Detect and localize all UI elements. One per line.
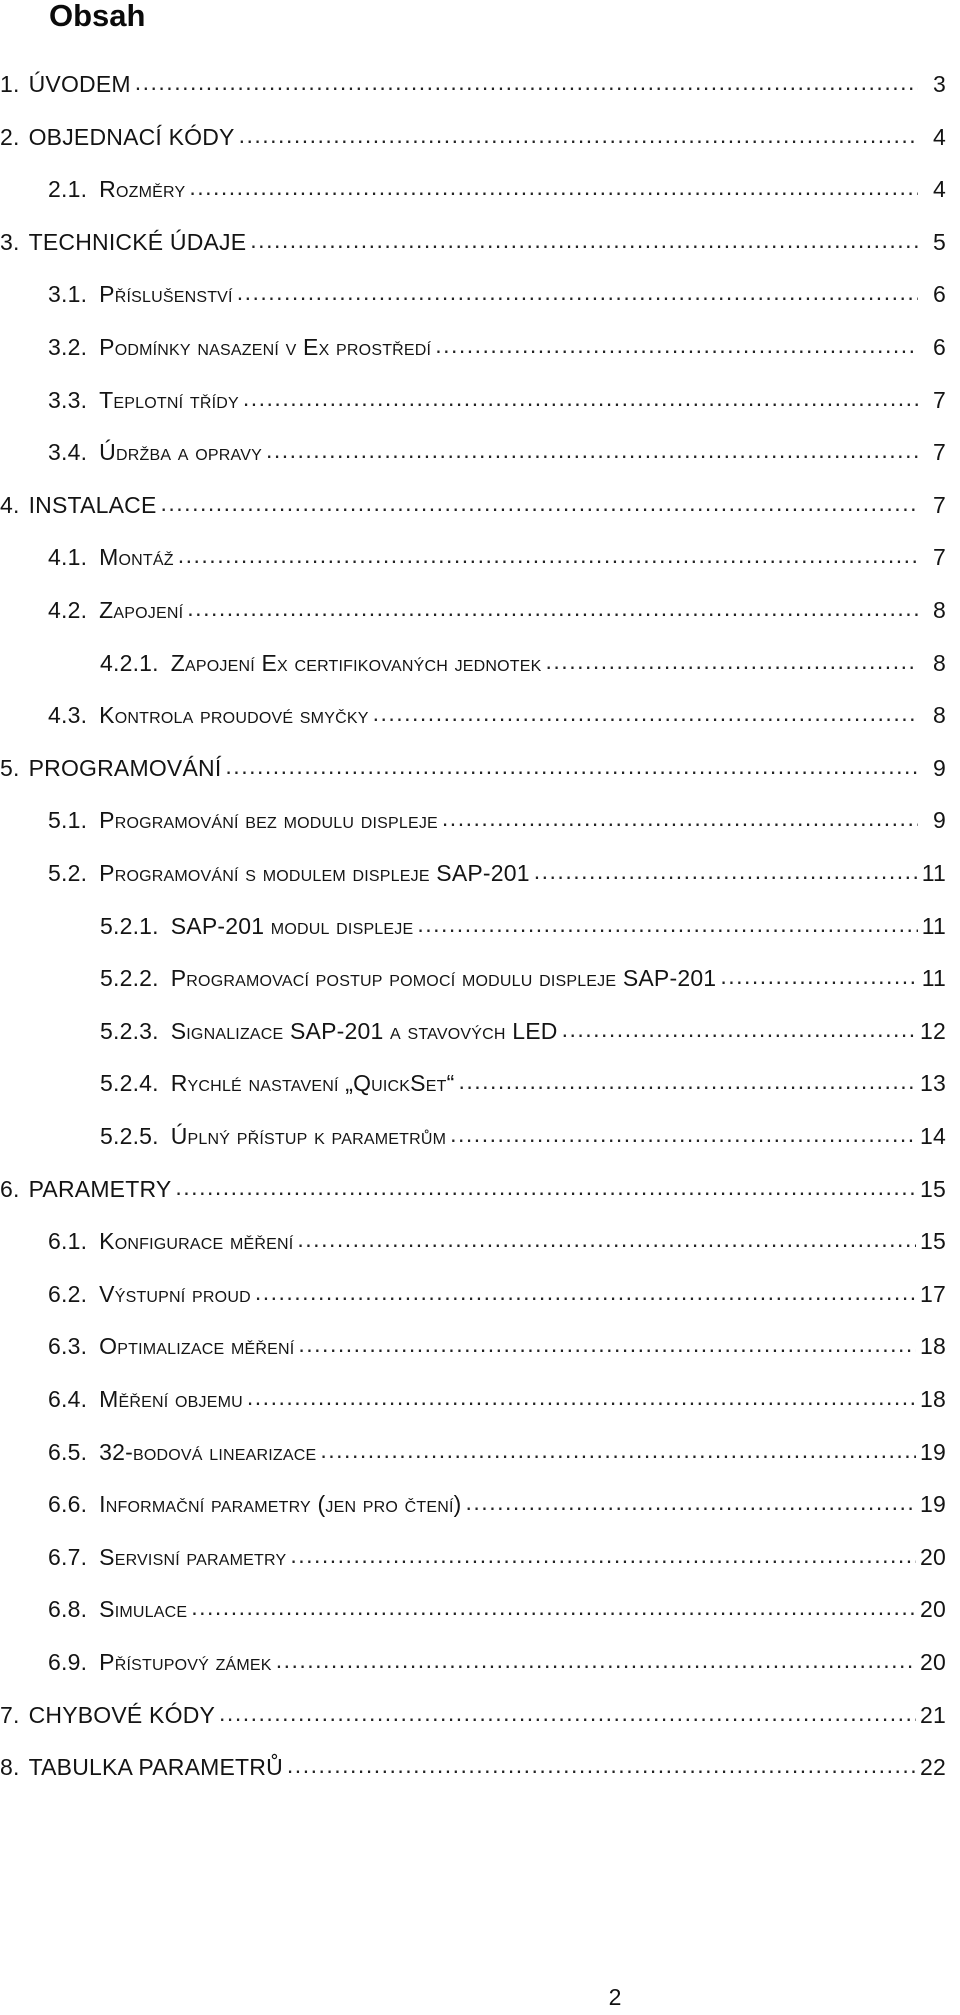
toc-entry-label: Programování bez modulu displeje bbox=[99, 807, 438, 833]
toc-entry-number: 5.2.5. bbox=[100, 1123, 159, 1149]
dot-leader bbox=[450, 1118, 916, 1150]
toc-entry-label: TABULKA PARAMETRŮ bbox=[28, 1754, 283, 1780]
toc-entry-label: Programovací postup pomocí modulu displeje SAP-201 bbox=[170, 965, 717, 991]
toc-entry-6-9[interactable] bbox=[48, 1646, 946, 1678]
dot-leader bbox=[178, 539, 918, 571]
toc-entry-page: 15 bbox=[920, 1176, 946, 1202]
toc-entry-number: 7. bbox=[0, 1702, 20, 1728]
toc-entry-number: 6. bbox=[0, 1176, 20, 1202]
toc-entry-number: 2. bbox=[0, 124, 20, 150]
toc-entry-label: Montáž bbox=[99, 544, 174, 570]
toc-entry-label: Teplotní třídy bbox=[99, 387, 239, 413]
toc-entry-label: Rozměry bbox=[99, 176, 186, 202]
toc-entry-page: 4 bbox=[933, 124, 946, 150]
dot-leader bbox=[287, 1749, 916, 1781]
toc-entry-page: 8 bbox=[933, 650, 946, 676]
toc-entry-number: 3.1. bbox=[48, 281, 88, 307]
toc-entry-label: Programování s modulem displeje SAP-201 bbox=[99, 860, 530, 886]
toc-entry-6-2[interactable] bbox=[48, 1278, 946, 1310]
toc-entry-number: 6.3. bbox=[48, 1333, 88, 1359]
toc-entry-page: 7 bbox=[933, 387, 946, 413]
toc-entry-page: 18 bbox=[920, 1333, 946, 1359]
toc-entry-label: Podmínky nasazení v Ex prostředí bbox=[99, 334, 432, 360]
dot-leader bbox=[266, 434, 918, 466]
toc-entry-page: 6 bbox=[933, 334, 946, 360]
toc-entry-number: 6.8. bbox=[48, 1596, 88, 1622]
toc-entry-number: 5.2.3. bbox=[100, 1018, 159, 1044]
toc-entry-page: 11 bbox=[921, 913, 946, 939]
toc-entry-page: 20 bbox=[920, 1596, 946, 1622]
toc-entry-label: Přístupový zámek bbox=[99, 1649, 272, 1675]
toc-entry-page: 17 bbox=[920, 1281, 946, 1307]
toc-entry-number: 8. bbox=[0, 1754, 20, 1780]
toc-entry-1[interactable] bbox=[0, 68, 946, 100]
toc-entry-page: 18 bbox=[920, 1386, 946, 1412]
toc-entry-page: 12 bbox=[920, 1018, 946, 1044]
page-title: Obsah bbox=[49, 0, 146, 33]
toc-entry-number: 3.3. bbox=[48, 387, 88, 413]
dot-leader bbox=[237, 276, 918, 308]
toc-entry-number: 6.1. bbox=[48, 1228, 88, 1254]
dot-leader bbox=[417, 908, 917, 940]
toc-entry-page: 7 bbox=[933, 544, 946, 570]
toc-entry-5-2-3[interactable] bbox=[100, 1015, 946, 1047]
toc-entry-5-2-5[interactable] bbox=[100, 1120, 946, 1152]
toc-entry-number: 5.1. bbox=[48, 807, 88, 833]
dot-leader bbox=[191, 1591, 916, 1623]
toc-entry-number: 4.2.1. bbox=[100, 650, 159, 676]
toc-entry-page: 9 bbox=[933, 755, 946, 781]
toc-entry-8[interactable] bbox=[0, 1751, 946, 1783]
toc-entry-number: 6.2. bbox=[48, 1281, 88, 1307]
toc-entry-number: 6.6. bbox=[48, 1491, 88, 1517]
toc-entry-number: 6.5. bbox=[48, 1439, 88, 1465]
toc-entry-number: 4.1. bbox=[48, 544, 88, 570]
toc-entry-6-6[interactable] bbox=[48, 1488, 946, 1520]
toc-entry-label: Optimalizace měření bbox=[99, 1333, 295, 1359]
dot-leader bbox=[435, 329, 918, 361]
toc-entry-label: Zapojení Ex certifikovaných jednotek bbox=[170, 650, 542, 676]
toc-entry-number: 3. bbox=[0, 229, 20, 255]
dot-leader bbox=[239, 119, 918, 151]
toc-entry-page: 19 bbox=[920, 1491, 946, 1517]
toc-entry-label: Zapojení bbox=[99, 597, 184, 623]
toc-entry-page: 8 bbox=[933, 702, 946, 728]
toc-entry-label: Úplný přístup k parametrům bbox=[170, 1123, 447, 1149]
dot-leader bbox=[546, 645, 918, 677]
dot-leader bbox=[562, 1013, 916, 1045]
toc-entry-label: Servisní parametry bbox=[99, 1544, 287, 1570]
toc-entry-label: Konfigurace měření bbox=[99, 1228, 294, 1254]
dot-leader bbox=[373, 697, 918, 729]
toc-entry-3-3[interactable] bbox=[48, 384, 946, 416]
toc-entry-label: SAP-201 modul displeje bbox=[170, 913, 414, 939]
toc-entry-3[interactable] bbox=[0, 226, 946, 258]
toc-entry-page: 14 bbox=[920, 1123, 946, 1149]
toc-entry-2[interactable] bbox=[0, 121, 946, 153]
toc-entry-6[interactable] bbox=[0, 1173, 946, 1205]
toc-entry-number: 5.2.1. bbox=[100, 913, 159, 939]
toc-entry-3-4[interactable] bbox=[48, 436, 946, 468]
dot-leader bbox=[175, 1171, 916, 1203]
toc-entry-4[interactable] bbox=[0, 489, 946, 521]
toc-entry-6-4[interactable] bbox=[48, 1383, 946, 1415]
toc-entry-label: 32-bodová linearizace bbox=[99, 1439, 317, 1465]
toc-entry-page: 20 bbox=[920, 1544, 946, 1570]
toc-entry-page: 3 bbox=[933, 71, 946, 97]
dot-leader bbox=[225, 750, 918, 782]
toc-entry-page: 20 bbox=[920, 1649, 946, 1675]
toc-entry-label: Příslušenství bbox=[99, 281, 233, 307]
toc-entry-label: ÚVODEM bbox=[28, 71, 131, 97]
dot-leader bbox=[189, 171, 918, 203]
toc-entry-4-3[interactable] bbox=[48, 699, 946, 731]
toc-entry-number: 1. bbox=[0, 71, 20, 97]
dot-leader bbox=[135, 66, 918, 98]
toc-entry-label: OBJEDNACÍ KÓDY bbox=[28, 124, 235, 150]
toc-entry-number: 3.2. bbox=[48, 334, 88, 360]
toc-entry-page: 11 bbox=[921, 965, 946, 991]
toc-entry-label: INSTALACE bbox=[28, 492, 157, 518]
toc-entry-number: 4.2. bbox=[48, 597, 88, 623]
toc-entry-label: Výstupní proud bbox=[99, 1281, 251, 1307]
toc-entry-label: TECHNICKÉ ÚDAJE bbox=[28, 229, 247, 255]
toc-entry-number: 4.3. bbox=[48, 702, 88, 728]
toc-entry-number: 6.9. bbox=[48, 1649, 88, 1675]
toc-entry-number: 4. bbox=[0, 492, 20, 518]
toc-entry-5-2[interactable] bbox=[48, 857, 946, 889]
toc-entry-number: 6.4. bbox=[48, 1386, 88, 1412]
dot-leader bbox=[161, 487, 918, 519]
toc-entry-page: 6 bbox=[933, 281, 946, 307]
toc-entry-label: Údržba a opravy bbox=[99, 439, 262, 465]
toc-entry-label: PROGRAMOVÁNÍ bbox=[28, 755, 222, 781]
dot-leader bbox=[442, 802, 918, 834]
dot-leader bbox=[290, 1539, 916, 1571]
toc-entry-label: Rychlé nastavení „QuickSet“ bbox=[170, 1070, 455, 1096]
toc-entry-6-3[interactable] bbox=[48, 1330, 946, 1362]
toc-entry-page: 8 bbox=[933, 597, 946, 623]
dot-leader bbox=[219, 1697, 916, 1729]
toc-entry-number: 5.2.2. bbox=[100, 965, 159, 991]
toc-entry-page: 22 bbox=[920, 1754, 946, 1780]
toc-entry-6-5[interactable] bbox=[48, 1436, 946, 1468]
toc-entry-6-7[interactable] bbox=[48, 1541, 946, 1573]
toc-entry-4-2-1[interactable] bbox=[100, 647, 946, 679]
toc-entry-7[interactable] bbox=[0, 1699, 946, 1731]
toc-entry-5-2-1[interactable] bbox=[100, 910, 946, 942]
toc-entry-label: Simulace bbox=[99, 1596, 188, 1622]
toc-entry-4-1[interactable] bbox=[48, 541, 946, 573]
toc-entry-page: 9 bbox=[933, 807, 946, 833]
toc-entry-5-1[interactable] bbox=[48, 804, 946, 836]
dot-leader bbox=[320, 1434, 916, 1466]
dot-leader bbox=[255, 1276, 916, 1308]
toc-entry-4-2[interactable] bbox=[48, 594, 946, 626]
dot-leader bbox=[243, 382, 918, 414]
dot-leader bbox=[720, 960, 917, 992]
dot-leader bbox=[534, 855, 918, 887]
dot-leader bbox=[466, 1486, 916, 1518]
dot-leader bbox=[187, 592, 918, 624]
toc-entry-label: PARAMETRY bbox=[28, 1176, 172, 1202]
toc-entry-page: 7 bbox=[933, 439, 946, 465]
toc-entry-label: CHYBOVÉ KÓDY bbox=[28, 1702, 216, 1728]
dot-leader bbox=[247, 1381, 916, 1413]
dot-leader bbox=[250, 224, 918, 256]
toc-entry-label: Informační parametry (jen pro čtení) bbox=[99, 1491, 462, 1517]
toc-entry-page: 15 bbox=[920, 1228, 946, 1254]
toc-entry-3-2[interactable] bbox=[48, 331, 946, 363]
toc-entry-3-1[interactable] bbox=[48, 278, 946, 310]
toc-entry-page: 4 bbox=[933, 176, 946, 202]
page-number: 2 bbox=[608, 1984, 622, 2010]
toc-entry-page: 13 bbox=[920, 1070, 946, 1096]
toc-entry-number: 5.2.4. bbox=[100, 1070, 159, 1096]
toc-entry-5[interactable] bbox=[0, 752, 946, 784]
toc-entry-page: 11 bbox=[921, 860, 946, 886]
toc-entry-page: 5 bbox=[933, 229, 946, 255]
dot-leader bbox=[297, 1223, 916, 1255]
toc-entry-label: Signalizace SAP-201 a stavových LED bbox=[170, 1018, 558, 1044]
toc-entry-2-1[interactable] bbox=[48, 173, 946, 205]
toc-entry-page: 7 bbox=[933, 492, 946, 518]
toc-entry-6-1[interactable] bbox=[48, 1225, 946, 1257]
toc-entry-6-8[interactable] bbox=[48, 1593, 946, 1625]
toc-entry-5-2-4[interactable] bbox=[100, 1067, 946, 1099]
toc-entry-number: 2.1. bbox=[48, 176, 88, 202]
toc-entry-number: 5.2. bbox=[48, 860, 88, 886]
dot-leader bbox=[276, 1644, 916, 1676]
dot-leader bbox=[298, 1328, 916, 1360]
dot-leader bbox=[458, 1065, 916, 1097]
toc-entry-page: 19 bbox=[920, 1439, 946, 1465]
toc-entry-number: 6.7. bbox=[48, 1544, 88, 1570]
toc-entry-number: 3.4. bbox=[48, 439, 88, 465]
toc-entry-label: Kontrola proudové smyčky bbox=[99, 702, 369, 728]
toc-entry-5-2-2[interactable] bbox=[100, 962, 946, 994]
toc-entry-page: 21 bbox=[920, 1702, 946, 1728]
toc-entry-number: 5. bbox=[0, 755, 20, 781]
toc-entry-label: Měření objemu bbox=[99, 1386, 243, 1412]
